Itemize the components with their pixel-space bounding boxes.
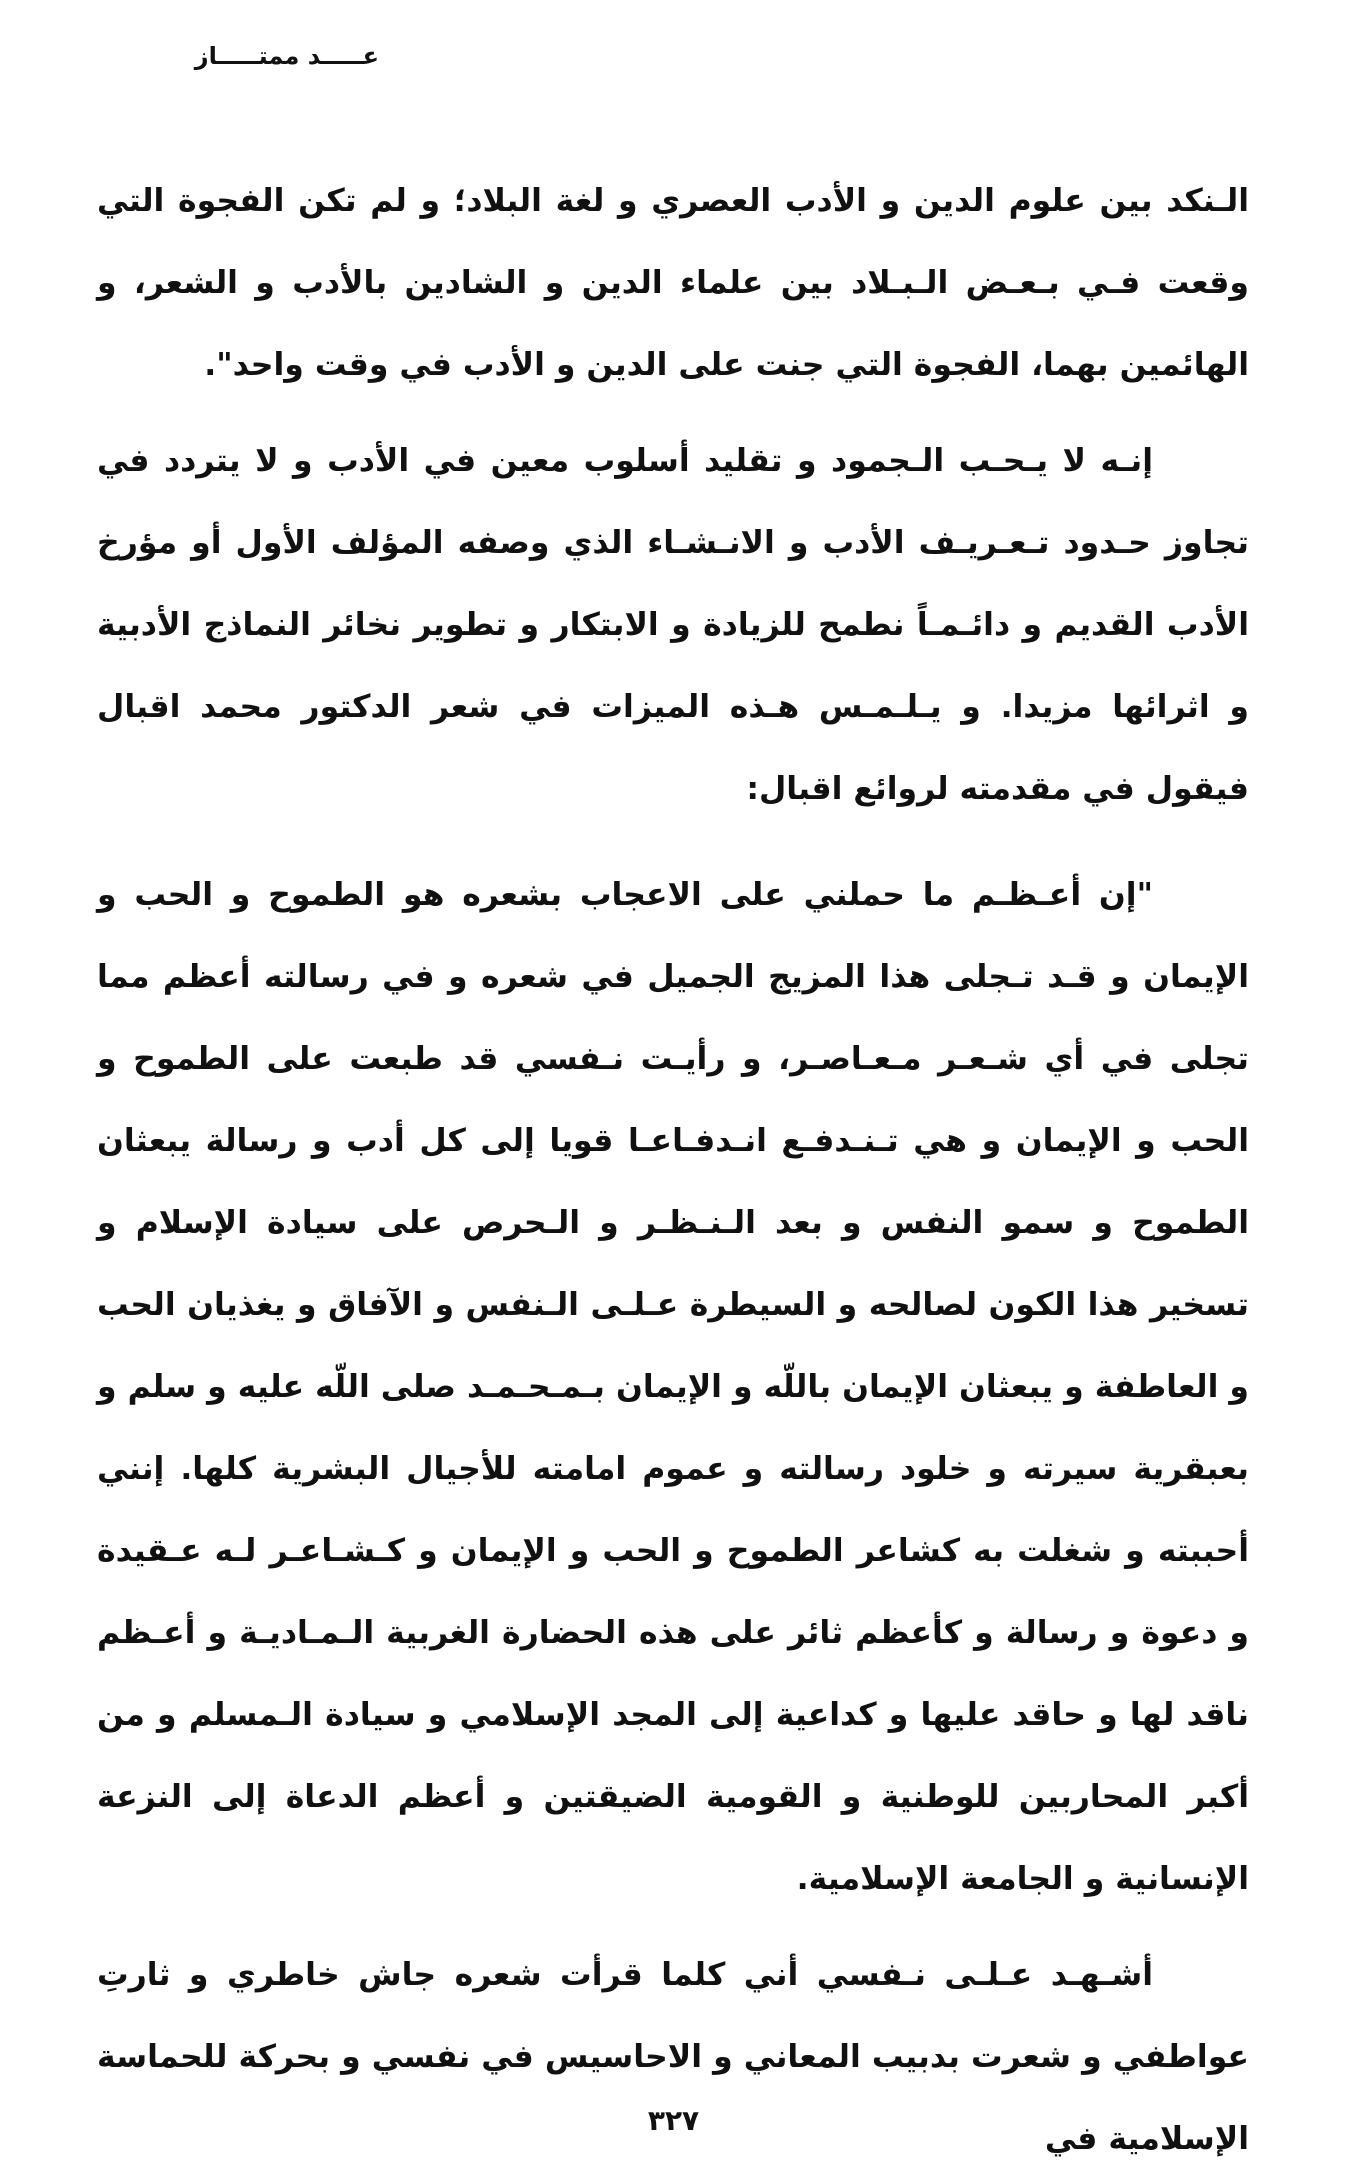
paragraph-4: أشـهـد عـلـى نـفسي أني كلما قرأت شعره جاش خاطري و ثارتِ عواطفي و شعرت بدبيب المعاني و الاحاسيس في نفسي و بحركة للحماسة الإسلامية في [97,1957,1249,2157]
page-number: ٣٢٧ [647,2104,700,2137]
paragraph-3-quote: "إن أعـظـم ما حملني على الاعجاب بشعره هو الطموح و الحب و الإيمان و قـد تـجلى هذا المزيج الجميل في شعره و في رسالته أعظم مما تجلى في أي شـعـر مـعـاصـر، و رأيـت نـفسي قد طبعت على الطموح و الحب و الإيمان و هي تـنـدفـع انـدفـاعـا قويا إلى كل أدب و رسالة يبعثان الطموح و سمو النفس و بعد الـنـظـر و الـحرص على سيادة الإسلام و تسخير هذا الكون لصالحه و السيطرة عـلـى الـنفس و الآفاق و يغذيان الحب و العاطفة و يبعثان الإيمان باللّه و الإيمان بـمـحـمـد صلى اللّه عليه و سلم و بعبقرية سيرته و خلود رسالته و عموم امامته للأجيال البشرية كلها. إنني أحببته و شغلت به كشاعر الطموح و الحب و الإيمان و كـشـاعـر لـه عـقيدة و دعوة و رسالة و كأعظم ثائر على هذه الحضارة الغربية الـمـاديـة و أعـظم ناقد لها و حاقد عليها و كداعية إلى المجد الإسلامي و سيادة الـمسلم و من أكبر المحاربين للوطنية و القومية الضيقتين و أعظم الدعاة إلى النزعة الإنسانية و الجامعة الإسلامية. [97,877,1249,1897]
paragraph-2: إنـه لا يـحـب الـجمود و تقليد أسلوب معين في الأدب و لا يتردد في تجاوز حـدود تـعـريـف الأدب و الانـشـاء الذي وصفه المؤلف الأول أو مؤرخ الأدب القديم و دائـمـاً نطمح للزيادة و الابتكار و تطوير نخائر النماذج الأدبية و اثرائها مزيدا. و يـلـمـس هـذه الميزات في شعر الدكتور محمد اقبال فيقول في مقدمته لروائع اقبال: [97,443,1249,807]
running-header-title: عـــــد ممتـــــاز [194,42,379,70]
body-text [97,160,1249,2180]
paragraph-1: الـنكد بين علوم الدين و الأدب العصري و لغة البلاد؛ و لم تكن الفجوة التي وقعت فـي بـعـض الـبـلاد بين علماء الدين و الشادين بالأدب و الشعر، و الهائمين بهما، الفجوة التي جنت على الدين و الأدب في وقت واحد". [97,183,1249,383]
